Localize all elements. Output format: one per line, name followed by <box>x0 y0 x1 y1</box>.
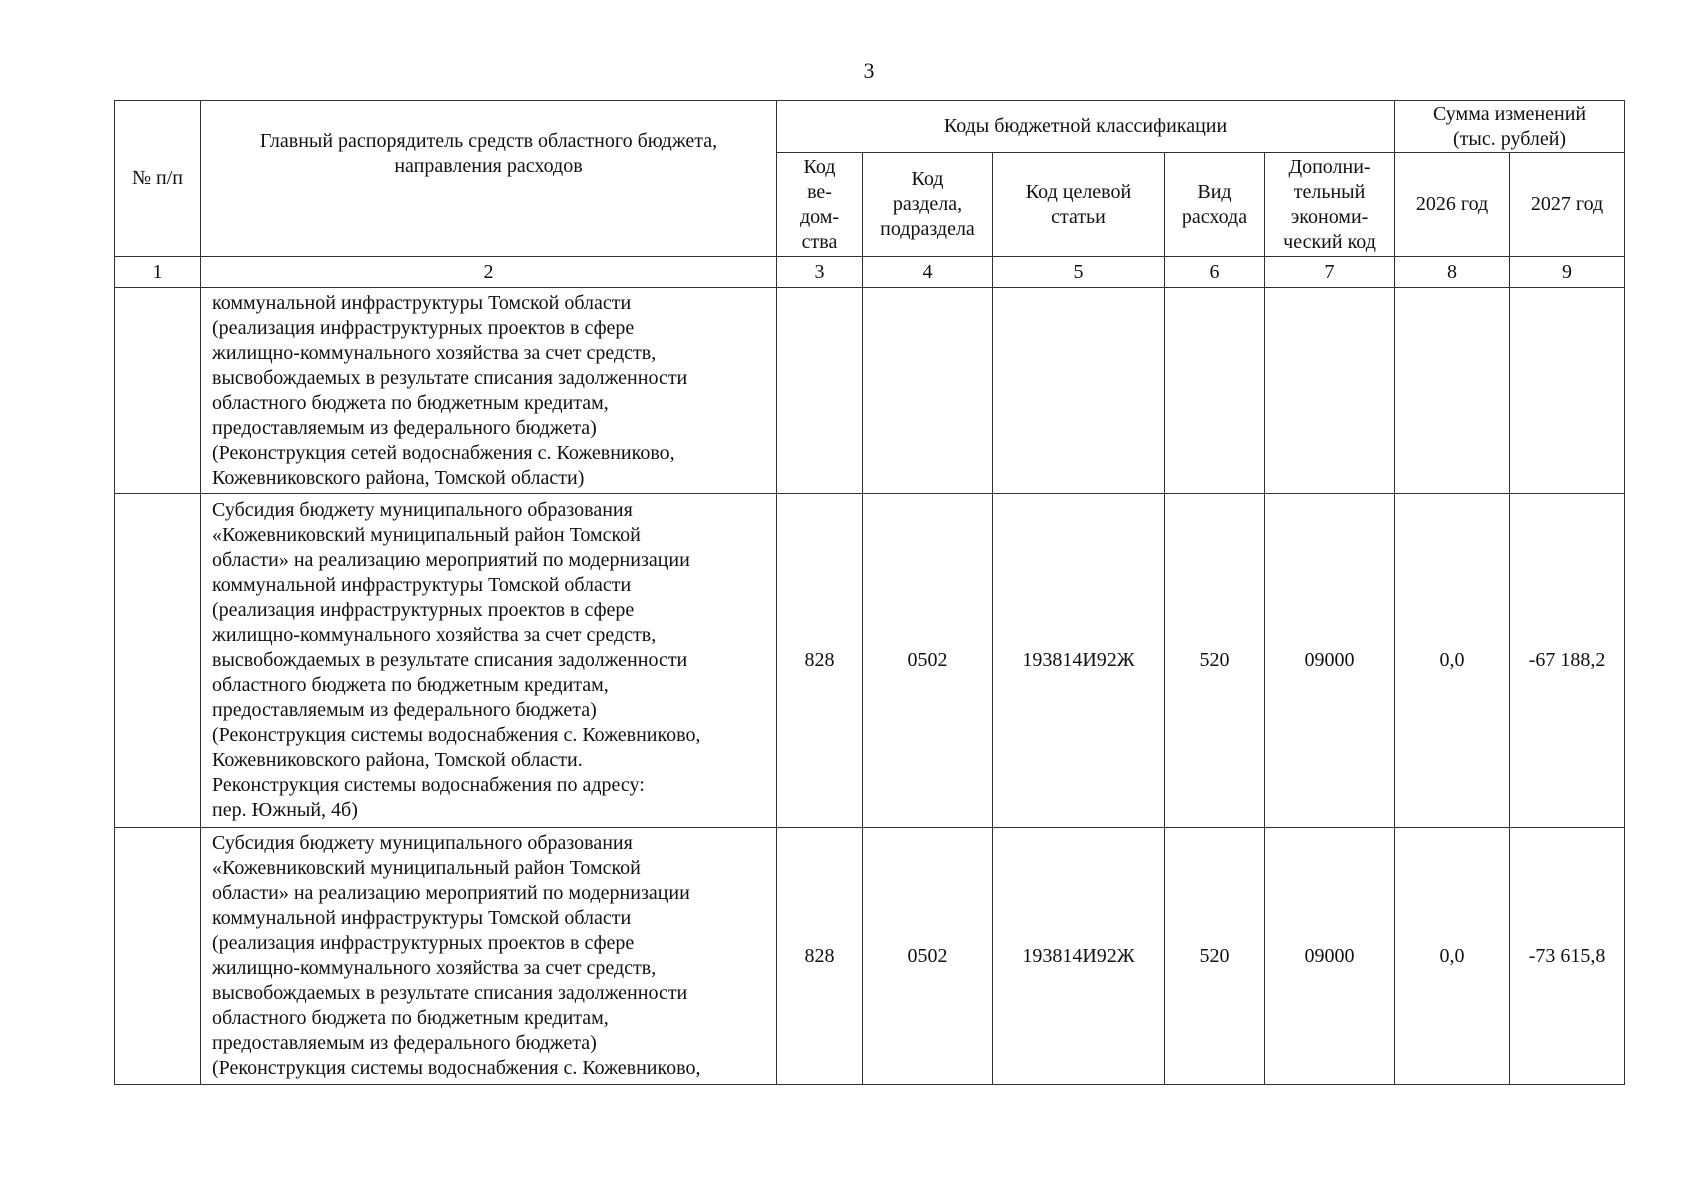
header-main: Главный распорядитель средств областного бюджета, направления расходов <box>201 101 777 257</box>
row-target-code: 193814И92Ж <box>993 494 1165 828</box>
row-num <box>115 288 201 494</box>
row-econ-code: 09000 <box>1265 828 1395 1085</box>
row-dept-code: 828 <box>777 494 863 828</box>
header-row-1 <box>115 101 1625 153</box>
table-row <box>115 494 1625 828</box>
row-amount-2026: 0,0 <box>1395 494 1510 828</box>
budget-table <box>114 100 1625 1085</box>
row-description: Субсидия бюджету муниципального образования «Кожевниковский муниципальный район Томской области» на реализацию мероприятий по модернизации коммунальной инфраструктуры Томской области (реализация инфраструктурных проектов в сфере жилищно-коммунального хозяйства за счет средств, высвобождаемых в результате списания задолженности областного бюджета по бюджетным кредитам, предоставляемым из федерального бюджета) (Реконструкция системы водоснабжения с. Кожевниково, Кожевниковского района, Томской области. Реконструкция системы водоснабжения по адресу: пер. Южный, 4б) <box>201 494 777 828</box>
row-amount-2026 <box>1395 288 1510 494</box>
column-number: 4 <box>863 257 993 288</box>
row-expense-type <box>1165 288 1265 494</box>
header-year-2026: 2026 год <box>1395 153 1510 257</box>
row-section-code <box>863 288 993 494</box>
column-number: 2 <box>201 257 777 288</box>
row-target-code: 193814И92Ж <box>993 828 1165 1085</box>
table-row <box>115 828 1625 1085</box>
row-section-code: 0502 <box>863 494 993 828</box>
header-target-code: Код целевой статьи <box>993 153 1165 257</box>
header-sum-group: Сумма изменений (тыс. рублей) <box>1395 101 1625 153</box>
header-expense-type: Вид расхода <box>1165 153 1265 257</box>
row-dept-code <box>777 288 863 494</box>
row-num <box>115 494 201 828</box>
column-numbers-row <box>115 257 1625 288</box>
page-number: 3 <box>863 58 875 83</box>
column-number: 5 <box>993 257 1165 288</box>
row-amount-2027 <box>1510 288 1625 494</box>
row-expense-type: 520 <box>1165 494 1265 828</box>
column-number: 9 <box>1510 257 1625 288</box>
header-econ-code: Дополни- тельный экономи- ческий код <box>1265 153 1395 257</box>
row-description: Субсидия бюджету муниципального образования «Кожевниковский муниципальный район Томской области» на реализацию мероприятий по модернизации коммунальной инфраструктуры Томской области (реализация инфраструктурных проектов в сфере жилищно-коммунального хозяйства за счет средств, высвобождаемых в результате списания задолженности областного бюджета по бюджетным кредитам, предоставляемым из федерального бюджета) (Реконструкция системы водоснабжения с. Кожевниково, <box>201 828 777 1085</box>
row-num <box>115 828 201 1085</box>
header-num: № п/п <box>115 101 201 257</box>
column-number: 7 <box>1265 257 1395 288</box>
header-section-code: Код раздела, подраздела <box>863 153 993 257</box>
column-number: 8 <box>1395 257 1510 288</box>
header-dept-code: Код ве- дом- ства <box>777 153 863 257</box>
row-amount-2026: 0,0 <box>1395 828 1510 1085</box>
column-number: 6 <box>1165 257 1265 288</box>
table-row <box>115 288 1625 494</box>
column-number: 1 <box>115 257 201 288</box>
row-econ-code <box>1265 288 1395 494</box>
row-target-code <box>993 288 1165 494</box>
row-amount-2027: -67 188,2 <box>1510 494 1625 828</box>
row-dept-code: 828 <box>777 828 863 1085</box>
row-description: коммунальной инфраструктуры Томской области (реализация инфраструктурных проектов в сфере жилищно-коммунального хозяйства за счет средств, высвобождаемых в результате списания задолженности областного бюджета по бюджетным кредитам, предоставляемым из федерального бюджета) (Реконструкция сетей водоснабжения с. Кожевниково, Кожевниковского района, Томской области) <box>201 288 777 494</box>
column-number: 3 <box>777 257 863 288</box>
row-expense-type: 520 <box>1165 828 1265 1085</box>
row-amount-2027: -73 615,8 <box>1510 828 1625 1085</box>
row-econ-code: 09000 <box>1265 494 1395 828</box>
row-section-code: 0502 <box>863 828 993 1085</box>
header-year-2027: 2027 год <box>1510 153 1625 257</box>
header-codes-group: Коды бюджетной классификации <box>777 101 1395 153</box>
